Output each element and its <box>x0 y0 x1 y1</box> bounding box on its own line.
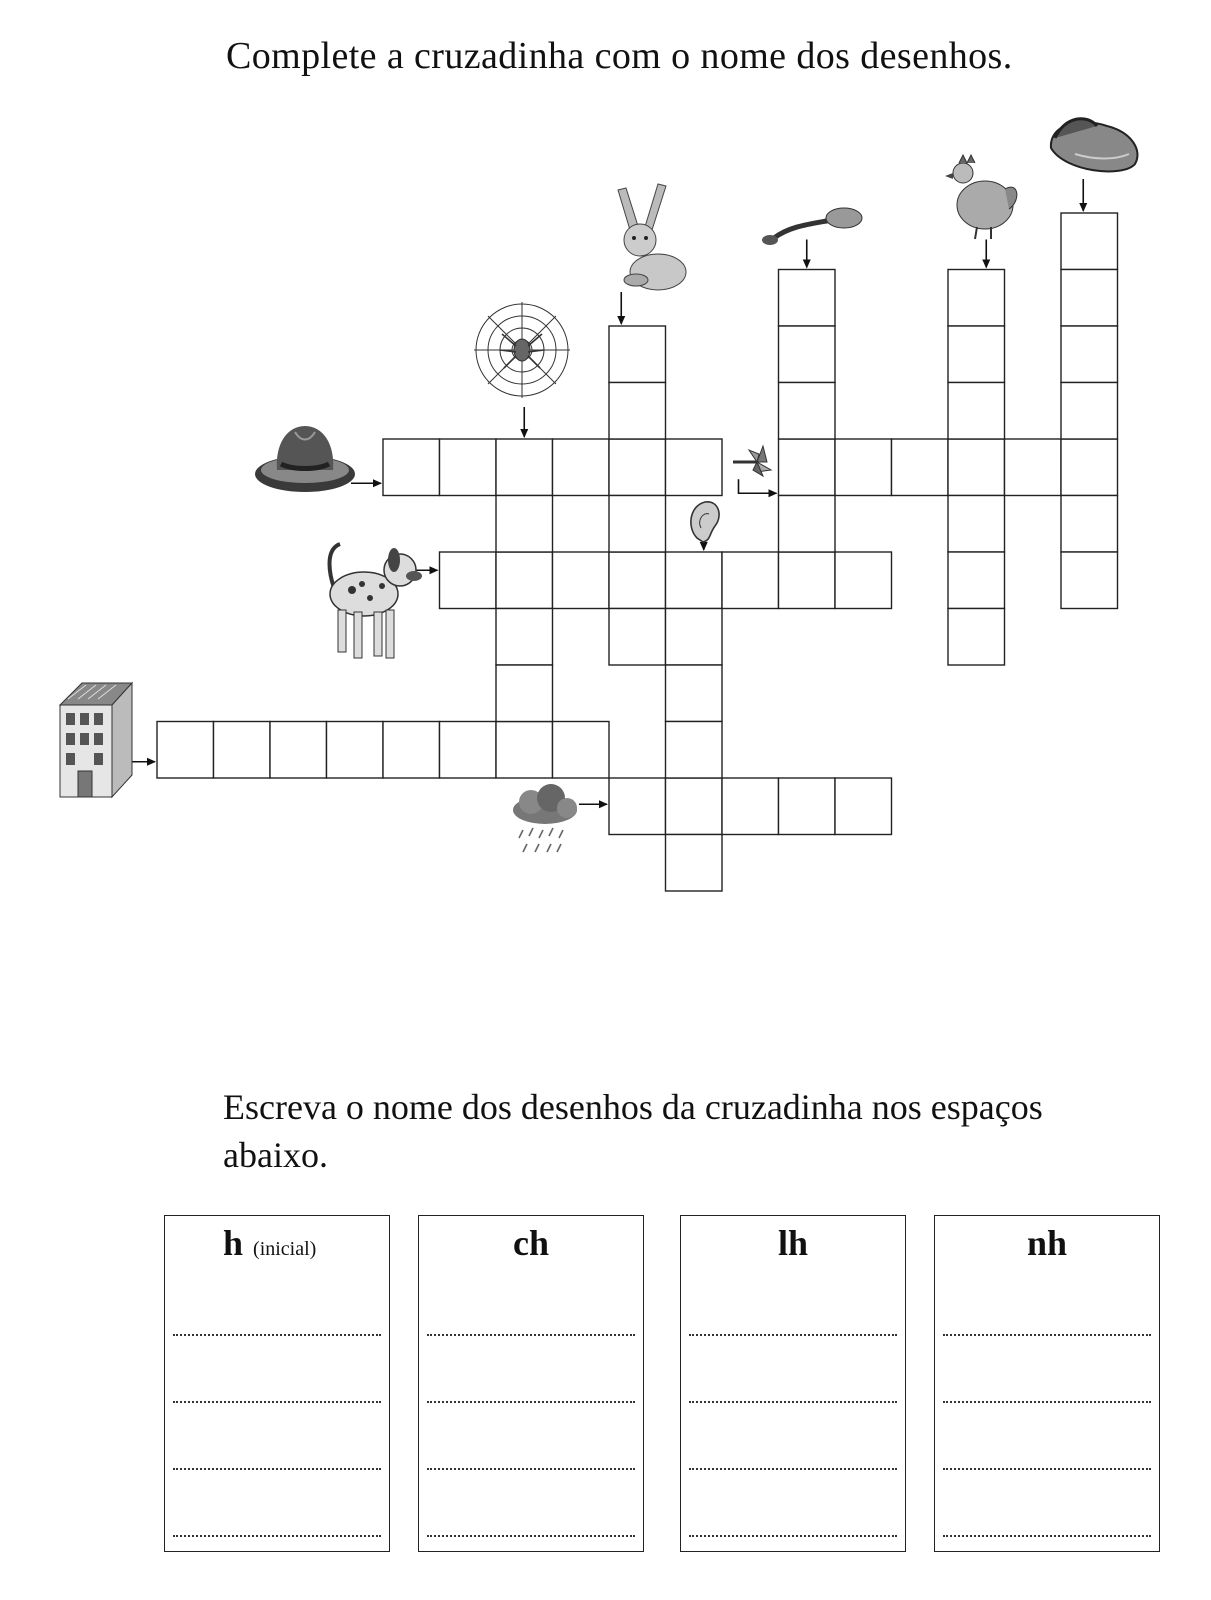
crossword-cell[interactable] <box>779 383 836 440</box>
answer-box-header <box>935 1222 1159 1264</box>
write-line[interactable] <box>427 1535 635 1537</box>
crossword-cell[interactable] <box>1061 383 1118 440</box>
digraph-label: nh <box>1026 1223 1068 1263</box>
ear-icon <box>691 502 719 542</box>
crossword-cell[interactable] <box>666 665 723 722</box>
write-line[interactable] <box>943 1401 1151 1403</box>
crossword-cell[interactable] <box>214 722 271 779</box>
crossword-cell[interactable] <box>666 722 723 779</box>
write-line[interactable] <box>427 1401 635 1403</box>
crossword-cell[interactable] <box>779 326 836 383</box>
crossword-cell[interactable] <box>609 439 666 496</box>
write-line[interactable] <box>689 1401 897 1403</box>
write-line[interactable] <box>173 1334 381 1336</box>
crossword-cell[interactable] <box>948 552 1005 609</box>
crossword-cell[interactable] <box>835 439 892 496</box>
crossword-cell[interactable] <box>1061 326 1118 383</box>
crossword-cell[interactable] <box>270 722 327 779</box>
spoon-icon <box>762 208 862 245</box>
crossword-cell[interactable] <box>666 778 723 835</box>
crossword-cell[interactable] <box>496 722 553 779</box>
crossword-cell[interactable] <box>779 439 836 496</box>
hen-icon <box>945 155 1017 239</box>
write-line[interactable] <box>427 1334 635 1336</box>
crossword-cell[interactable] <box>835 778 892 835</box>
crossword-cell[interactable] <box>1061 270 1118 327</box>
write-line[interactable] <box>173 1468 381 1470</box>
dog-icon <box>330 544 423 658</box>
crossword-cell[interactable] <box>722 778 779 835</box>
answer-box-header <box>681 1222 905 1264</box>
crossword-cell[interactable] <box>383 722 440 779</box>
crossword-cell[interactable] <box>948 609 1005 666</box>
pinwheel-icon <box>733 446 771 476</box>
write-line[interactable] <box>173 1401 381 1403</box>
rain-cloud-icon <box>513 784 577 852</box>
write-line[interactable] <box>943 1468 1151 1470</box>
worksheet-title: Complete a cruzadinha com o nome dos desenhos. <box>226 35 1013 77</box>
answer-box-nh <box>934 1215 1160 1552</box>
crossword-cell[interactable] <box>496 665 553 722</box>
write-line[interactable] <box>173 1535 381 1537</box>
crossword-cell[interactable] <box>496 552 553 609</box>
write-line[interactable] <box>427 1468 635 1470</box>
digraph-label: ch <box>513 1223 549 1263</box>
crossword-cell[interactable] <box>666 609 723 666</box>
rabbit-icon <box>618 184 686 290</box>
write-line[interactable] <box>689 1468 897 1470</box>
crossword-cell[interactable] <box>440 439 497 496</box>
crossword-cell[interactable] <box>609 778 666 835</box>
digraph-label: h <box>223 1223 244 1263</box>
crossword-cell[interactable] <box>948 439 1005 496</box>
crossword-cell[interactable] <box>666 439 723 496</box>
crossword-cell[interactable] <box>553 722 610 779</box>
crossword-cell[interactable] <box>1061 439 1118 496</box>
crossword-cell[interactable] <box>157 722 214 779</box>
crossword-cell[interactable] <box>1005 439 1062 496</box>
crossword-cell[interactable] <box>666 835 723 892</box>
crossword-cell[interactable] <box>609 552 666 609</box>
answer-box-lh <box>680 1215 906 1552</box>
crossword-cell[interactable] <box>666 552 723 609</box>
crossword-cell[interactable] <box>609 326 666 383</box>
crossword-cell[interactable] <box>383 439 440 496</box>
crossword-cell[interactable] <box>496 439 553 496</box>
crossword-cell[interactable] <box>496 496 553 553</box>
house-icon <box>60 683 132 797</box>
crossword-cell[interactable] <box>835 552 892 609</box>
crossword-cell[interactable] <box>779 496 836 553</box>
write-line[interactable] <box>943 1334 1151 1336</box>
write-line[interactable] <box>689 1334 897 1336</box>
crossword-cell[interactable] <box>722 552 779 609</box>
crossword-cell[interactable] <box>496 609 553 666</box>
crossword-cell[interactable] <box>1061 213 1118 270</box>
crossword-cell[interactable] <box>948 496 1005 553</box>
clue-arrow-pinwheel <box>739 479 777 493</box>
answer-box-header <box>223 1222 447 1264</box>
crossword-cell[interactable] <box>948 383 1005 440</box>
slipper-icon <box>1051 119 1138 172</box>
write-line[interactable] <box>943 1535 1151 1537</box>
crossword-cell[interactable] <box>948 326 1005 383</box>
crossword-cell[interactable] <box>609 383 666 440</box>
cowboy-hat-icon <box>255 426 355 492</box>
crossword-cell[interactable] <box>779 270 836 327</box>
digraph-label: lh <box>777 1223 809 1263</box>
crossword-cell[interactable] <box>553 552 610 609</box>
crossword-cell[interactable] <box>440 552 497 609</box>
write-line[interactable] <box>689 1535 897 1537</box>
crossword-cell[interactable] <box>892 439 949 496</box>
crossword-cell[interactable] <box>948 270 1005 327</box>
digraph-note: (inicial) <box>253 1238 317 1260</box>
answer-box-header <box>419 1222 643 1264</box>
spider-icon <box>474 302 570 398</box>
crossword-cell[interactable] <box>779 778 836 835</box>
crossword-cell[interactable] <box>1061 496 1118 553</box>
crossword-cell[interactable] <box>609 496 666 553</box>
crossword-cell[interactable] <box>1061 552 1118 609</box>
crossword-cell[interactable] <box>779 552 836 609</box>
crossword-cell[interactable] <box>327 722 384 779</box>
instruction-text: Escreva o nome dos desenhos da cruzadinha nos espaços abaixo. <box>223 1087 1043 1175</box>
crossword-cell[interactable] <box>440 722 497 779</box>
answer-box-ch <box>418 1215 644 1552</box>
crossword-cell[interactable] <box>553 439 610 496</box>
crossword-cell[interactable] <box>609 609 666 666</box>
answer-box-h <box>164 1215 390 1552</box>
